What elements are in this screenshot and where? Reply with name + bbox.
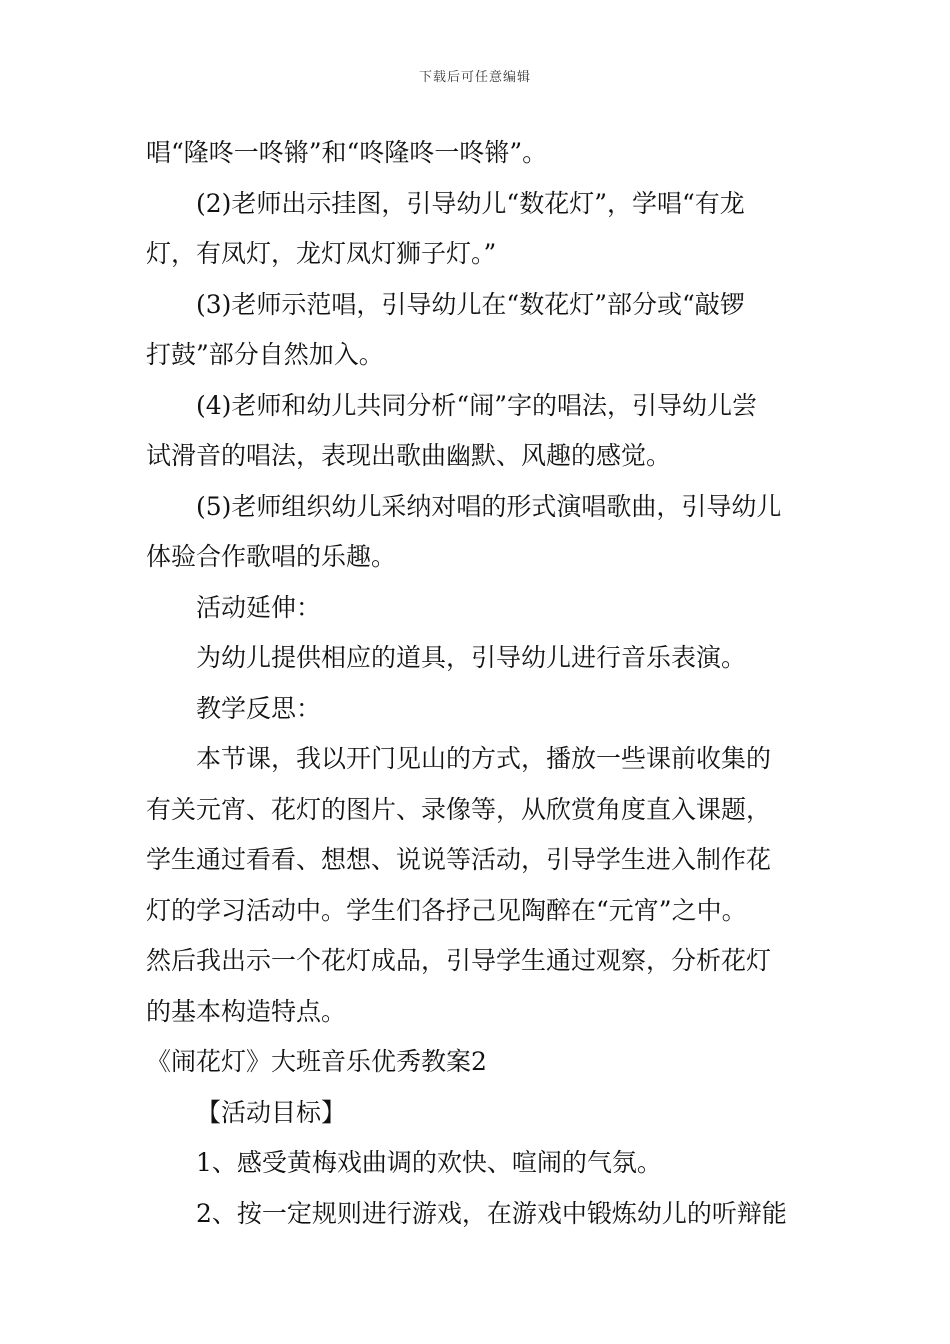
text-line: 的基本构造特点。 xyxy=(146,996,347,1026)
section-heading: 教学反思： xyxy=(196,693,322,723)
text-line: 本节课，我以开门见山的方式，播放一些课前收集的 xyxy=(196,744,772,773)
text-line: 然后我出示一个花灯成品，引导学生通过观察，分析花灯 xyxy=(146,946,772,975)
text-line: 试滑音的唱法，表现出歌曲幽默、风趣的感觉。 xyxy=(146,441,672,470)
text-line: (5)老师组织幼儿采纳对唱的形式演唱歌曲，引导幼儿 xyxy=(196,491,782,521)
text-line: (4)老师和幼儿共同分析“闹”字的唱法，引导幼儿尝 xyxy=(196,390,757,420)
text-line: 灯，有凤灯，龙灯凤灯狮子灯。” xyxy=(146,239,497,268)
text-line: 学生通过看看、想想、说说等活动，引导学生进入制作花 xyxy=(146,845,772,874)
text-line: 为幼儿提供相应的道具，引导幼儿进行音乐表演。 xyxy=(196,643,747,672)
text-line: 灯的学习活动中。学生们各抒己见陶醉在“元宵”之中。 xyxy=(146,895,747,925)
document-title: 《闹花灯》大班音乐优秀教案2 xyxy=(146,1047,487,1076)
text-line: 体验合作歌唱的乐趣。 xyxy=(146,542,397,571)
section-heading: 活动延伸： xyxy=(196,592,322,622)
text-line: (3)老师示范唱，引导幼儿在“数花灯”部分或“敲锣 xyxy=(196,289,745,319)
text-line: (2)老师出示挂图，引导幼儿“数花灯”，学唱“有龙 xyxy=(196,188,745,218)
document-body xyxy=(146,128,811,1239)
text-line: 唱“隆咚一咚锵”和“咚隆咚一咚锵”。 xyxy=(146,138,548,167)
text-line: 2、按一定规则进行游戏，在游戏中锻炼幼儿的听辩能 xyxy=(196,1198,787,1228)
text-line: 有关元宵、花灯的图片、录像等，从欣赏角度直入课题， xyxy=(146,794,772,824)
section-heading: 【活动目标】 xyxy=(196,1097,347,1127)
text-line: 打鼓”部分自然加入。 xyxy=(146,340,384,369)
header-note: 下载后可任意编辑 xyxy=(418,70,531,85)
text-line: 1、感受黄梅戏曲调的欢快、喧闹的气氛。 xyxy=(196,1148,662,1177)
